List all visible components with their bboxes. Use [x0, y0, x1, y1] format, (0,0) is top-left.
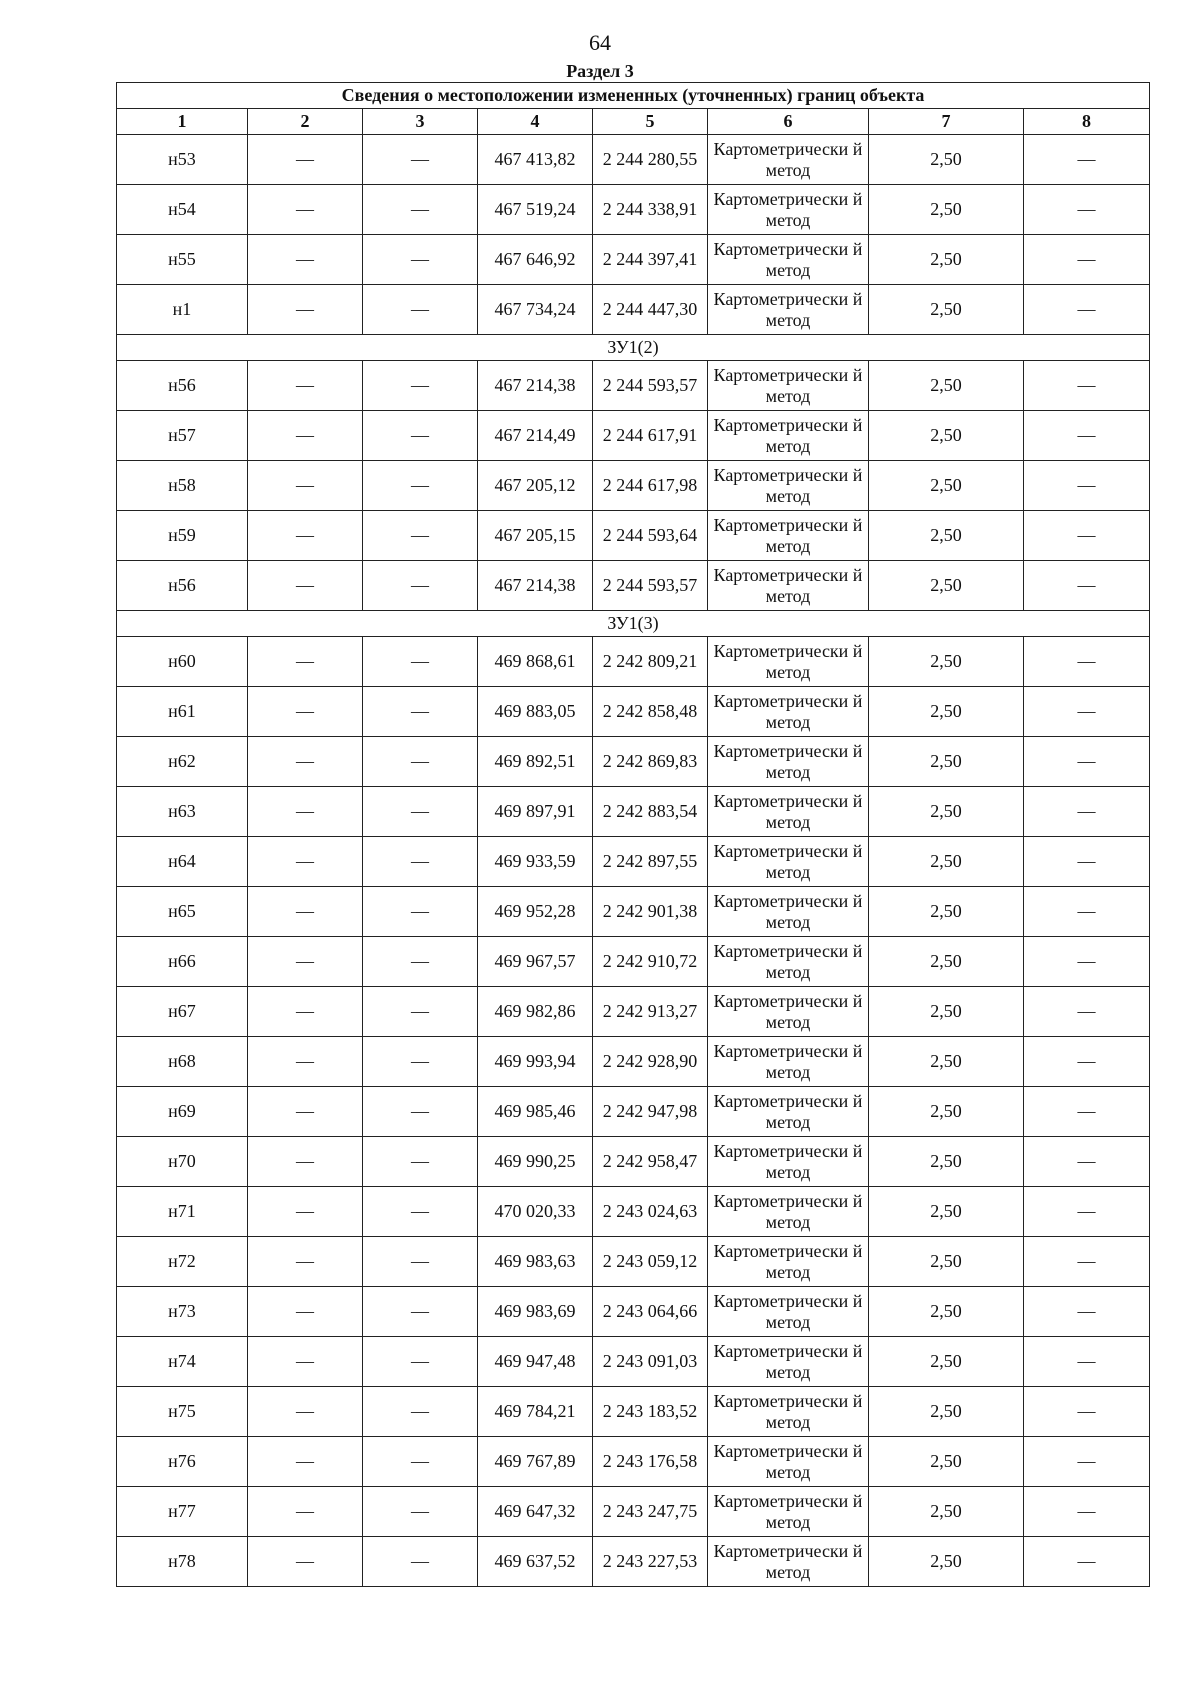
coord-x: 467 205,12 — [478, 461, 593, 511]
coord-y: 2 244 617,98 — [593, 461, 708, 511]
cell-col2: — — [248, 987, 363, 1037]
table-row — [117, 1487, 1150, 1537]
method-cell: Картометрически й метод — [708, 1137, 869, 1187]
cell-col3: — — [363, 561, 478, 611]
table-row — [117, 361, 1150, 411]
coord-x: 469 647,32 — [478, 1487, 593, 1537]
method-cell: Картометрически й метод — [708, 1437, 869, 1487]
table-row — [117, 1037, 1150, 1087]
group-row — [117, 611, 1150, 637]
cell-col3: — — [363, 1287, 478, 1337]
column-number: 1 — [117, 109, 248, 135]
method-cell: Картометрически й метод — [708, 737, 869, 787]
cell-col8: — — [1024, 1137, 1150, 1187]
cell-col8: — — [1024, 185, 1150, 235]
accuracy-cell: 2,50 — [869, 1137, 1024, 1187]
cell-col8: — — [1024, 1037, 1150, 1087]
method-cell: Картометрически й метод — [708, 561, 869, 611]
accuracy-cell: 2,50 — [869, 1537, 1024, 1587]
cell-col8: — — [1024, 1487, 1150, 1537]
column-number: 6 — [708, 109, 869, 135]
accuracy-cell: 2,50 — [869, 1187, 1024, 1237]
table-row — [117, 737, 1150, 787]
cell-col2: — — [248, 1037, 363, 1087]
table-row — [117, 637, 1150, 687]
column-number: 8 — [1024, 109, 1150, 135]
cell-col8: — — [1024, 1337, 1150, 1387]
coord-x: 469 985,46 — [478, 1087, 593, 1137]
cell-col2: — — [248, 511, 363, 561]
cell-col8: — — [1024, 461, 1150, 511]
cell-col2: — — [248, 937, 363, 987]
coord-x: 470 020,33 — [478, 1187, 593, 1237]
cell-col2: — — [248, 1137, 363, 1187]
method-cell: Картометрически й метод — [708, 637, 869, 687]
cell-col8: — — [1024, 837, 1150, 887]
method-cell: Картометрически й метод — [708, 235, 869, 285]
cell-col3: — — [363, 1487, 478, 1537]
coord-y: 2 244 338,91 — [593, 185, 708, 235]
method-cell: Картометрически й метод — [708, 185, 869, 235]
cell-col8: — — [1024, 937, 1150, 987]
cell-col3: — — [363, 1387, 478, 1437]
point-name: н55 — [117, 235, 248, 285]
coord-y: 2 242 901,38 — [593, 887, 708, 937]
accuracy-cell: 2,50 — [869, 1337, 1024, 1387]
cell-col8: — — [1024, 411, 1150, 461]
cell-col2: — — [248, 411, 363, 461]
accuracy-cell: 2,50 — [869, 887, 1024, 937]
point-name: н74 — [117, 1337, 248, 1387]
point-name: н70 — [117, 1137, 248, 1187]
cell-col2: — — [248, 1437, 363, 1487]
coord-x: 467 734,24 — [478, 285, 593, 335]
table-row — [117, 887, 1150, 937]
cell-col3: — — [363, 937, 478, 987]
coord-y: 2 242 883,54 — [593, 787, 708, 837]
accuracy-cell: 2,50 — [869, 561, 1024, 611]
cell-col8: — — [1024, 1187, 1150, 1237]
coord-x: 469 637,52 — [478, 1537, 593, 1587]
cell-col8: — — [1024, 987, 1150, 1037]
coord-y: 2 243 183,52 — [593, 1387, 708, 1437]
accuracy-cell: 2,50 — [869, 461, 1024, 511]
section-title: Раздел 3 — [566, 61, 634, 81]
method-cell: Картометрически й метод — [708, 1387, 869, 1437]
method-cell: Картометрически й метод — [708, 285, 869, 335]
accuracy-cell: 2,50 — [869, 1087, 1024, 1137]
point-name: н77 — [117, 1487, 248, 1537]
cell-col2: — — [248, 1537, 363, 1587]
cell-col2: — — [248, 687, 363, 737]
coord-x: 467 646,92 — [478, 235, 593, 285]
cell-col3: — — [363, 1087, 478, 1137]
coord-x: 469 868,61 — [478, 637, 593, 687]
cell-col2: — — [248, 1187, 363, 1237]
accuracy-cell: 2,50 — [869, 361, 1024, 411]
table-row — [117, 1287, 1150, 1337]
coord-x: 469 933,59 — [478, 837, 593, 887]
coord-y: 2 242 947,98 — [593, 1087, 708, 1137]
point-name: н56 — [117, 361, 248, 411]
table-row — [117, 1337, 1150, 1387]
coord-y: 2 244 593,64 — [593, 511, 708, 561]
accuracy-cell: 2,50 — [869, 411, 1024, 461]
table-row — [117, 937, 1150, 987]
coord-x: 469 967,57 — [478, 937, 593, 987]
table-caption: Сведения о местоположении измененных (уточненных) границ объекта — [117, 83, 1150, 109]
coord-y: 2 242 897,55 — [593, 837, 708, 887]
cell-col2: — — [248, 1287, 363, 1337]
page-number: 64 — [589, 30, 611, 55]
cell-col2: — — [248, 185, 363, 235]
coord-y: 2 244 280,55 — [593, 135, 708, 185]
point-name: н56 — [117, 561, 248, 611]
accuracy-cell: 2,50 — [869, 937, 1024, 987]
coord-x: 469 952,28 — [478, 887, 593, 937]
cell-col2: — — [248, 235, 363, 285]
method-cell: Картометрически й метод — [708, 1237, 869, 1287]
cell-col3: — — [363, 511, 478, 561]
coord-y: 2 242 913,27 — [593, 987, 708, 1037]
method-cell: Картометрически й метод — [708, 937, 869, 987]
accuracy-cell: 2,50 — [869, 1237, 1024, 1287]
accuracy-cell: 2,50 — [869, 1437, 1024, 1487]
method-cell: Картометрически й метод — [708, 1287, 869, 1337]
point-name: н58 — [117, 461, 248, 511]
cell-col3: — — [363, 185, 478, 235]
method-cell: Картометрически й метод — [708, 887, 869, 937]
cell-col8: — — [1024, 511, 1150, 561]
table-row — [117, 561, 1150, 611]
method-cell: Картометрически й метод — [708, 787, 869, 837]
point-name: н65 — [117, 887, 248, 937]
point-name: н62 — [117, 737, 248, 787]
coord-y: 2 244 593,57 — [593, 361, 708, 411]
table-row — [117, 787, 1150, 837]
cell-col3: — — [363, 1337, 478, 1387]
table-row — [117, 285, 1150, 335]
coord-x: 469 983,63 — [478, 1237, 593, 1287]
method-cell: Картометрически й метод — [708, 135, 869, 185]
accuracy-cell: 2,50 — [869, 185, 1024, 235]
coord-y: 2 242 910,72 — [593, 937, 708, 987]
accuracy-cell: 2,50 — [869, 511, 1024, 561]
cell-col2: — — [248, 637, 363, 687]
point-name: н67 — [117, 987, 248, 1037]
cell-col3: — — [363, 461, 478, 511]
point-name: н72 — [117, 1237, 248, 1287]
coord-x: 467 214,49 — [478, 411, 593, 461]
coord-x: 469 883,05 — [478, 687, 593, 737]
cell-col2: — — [248, 461, 363, 511]
cell-col2: — — [248, 837, 363, 887]
method-cell: Картометрически й метод — [708, 1487, 869, 1537]
table-row — [117, 837, 1150, 887]
cell-col8: — — [1024, 561, 1150, 611]
accuracy-cell: 2,50 — [869, 687, 1024, 737]
coord-x: 469 982,86 — [478, 987, 593, 1037]
cell-col8: — — [1024, 1437, 1150, 1487]
cell-col3: — — [363, 737, 478, 787]
coord-x: 467 519,24 — [478, 185, 593, 235]
cell-col8: — — [1024, 1287, 1150, 1337]
coord-y: 2 243 227,53 — [593, 1537, 708, 1587]
cell-col3: — — [363, 1537, 478, 1587]
accuracy-cell: 2,50 — [869, 1037, 1024, 1087]
cell-col2: — — [248, 1087, 363, 1137]
table-row — [117, 411, 1150, 461]
accuracy-cell: 2,50 — [869, 637, 1024, 687]
method-cell: Картометрически й метод — [708, 837, 869, 887]
accuracy-cell: 2,50 — [869, 1287, 1024, 1337]
table-caption-row — [117, 83, 1150, 109]
cell-col3: — — [363, 1187, 478, 1237]
column-number: 5 — [593, 109, 708, 135]
coord-y: 2 244 397,41 — [593, 235, 708, 285]
group-label: ЗУ1(2) — [117, 335, 1150, 361]
table-row — [117, 235, 1150, 285]
coord-y: 2 243 247,75 — [593, 1487, 708, 1537]
table-row — [117, 461, 1150, 511]
point-name: н54 — [117, 185, 248, 235]
cell-col2: — — [248, 787, 363, 837]
cell-col3: — — [363, 837, 478, 887]
cell-col2: — — [248, 887, 363, 937]
point-name: н1 — [117, 285, 248, 335]
point-name: н75 — [117, 1387, 248, 1437]
cell-col2: — — [248, 361, 363, 411]
accuracy-cell: 2,50 — [869, 737, 1024, 787]
method-cell: Картометрически й метод — [708, 1187, 869, 1237]
point-name: н59 — [117, 511, 248, 561]
coord-x: 469 983,69 — [478, 1287, 593, 1337]
cell-col2: — — [248, 561, 363, 611]
coord-y: 2 242 858,48 — [593, 687, 708, 737]
coord-y: 2 244 593,57 — [593, 561, 708, 611]
cell-col2: — — [248, 135, 363, 185]
accuracy-cell: 2,50 — [869, 1387, 1024, 1437]
cell-col2: — — [248, 285, 363, 335]
cell-col3: — — [363, 1037, 478, 1087]
cell-col3: — — [363, 361, 478, 411]
coord-y: 2 242 809,21 — [593, 637, 708, 687]
method-cell: Картометрически й метод — [708, 1037, 869, 1087]
method-cell: Картометрически й метод — [708, 987, 869, 1037]
accuracy-cell: 2,50 — [869, 787, 1024, 837]
point-name: н63 — [117, 787, 248, 837]
coord-x: 467 413,82 — [478, 135, 593, 185]
method-cell: Картометрически й метод — [708, 1087, 869, 1137]
point-name: н69 — [117, 1087, 248, 1137]
cell-col3: — — [363, 787, 478, 837]
coord-x: 469 993,94 — [478, 1037, 593, 1087]
table-row — [117, 687, 1150, 737]
coord-y: 2 242 928,90 — [593, 1037, 708, 1087]
coord-x: 469 892,51 — [478, 737, 593, 787]
coord-x: 469 767,89 — [478, 1437, 593, 1487]
cell-col3: — — [363, 411, 478, 461]
table-row — [117, 1237, 1150, 1287]
point-name: н76 — [117, 1437, 248, 1487]
method-cell: Картометрически й метод — [708, 361, 869, 411]
table-row — [117, 135, 1150, 185]
cell-col3: — — [363, 285, 478, 335]
accuracy-cell: 2,50 — [869, 135, 1024, 185]
column-number: 4 — [478, 109, 593, 135]
cell-col8: — — [1024, 135, 1150, 185]
point-name: н78 — [117, 1537, 248, 1587]
cell-col3: — — [363, 987, 478, 1037]
group-label: ЗУ1(3) — [117, 611, 1150, 637]
point-name: н68 — [117, 1037, 248, 1087]
cell-col8: — — [1024, 887, 1150, 937]
cell-col3: — — [363, 887, 478, 937]
cell-col3: — — [363, 1237, 478, 1287]
table-row — [117, 511, 1150, 561]
coord-y: 2 243 176,58 — [593, 1437, 708, 1487]
coord-y: 2 242 869,83 — [593, 737, 708, 787]
cell-col3: — — [363, 235, 478, 285]
coord-x: 469 947,48 — [478, 1337, 593, 1387]
coord-x: 469 990,25 — [478, 1137, 593, 1187]
column-number: 7 — [869, 109, 1024, 135]
cell-col8: — — [1024, 1237, 1150, 1287]
column-number-row — [117, 109, 1150, 135]
coord-x: 467 214,38 — [478, 361, 593, 411]
cell-col2: — — [248, 737, 363, 787]
group-row — [117, 335, 1150, 361]
column-number: 3 — [363, 109, 478, 135]
column-number: 2 — [248, 109, 363, 135]
cell-col8: — — [1024, 787, 1150, 837]
cell-col2: — — [248, 1487, 363, 1537]
cell-col3: — — [363, 1137, 478, 1187]
point-name: н53 — [117, 135, 248, 185]
cell-col3: — — [363, 1437, 478, 1487]
table-row — [117, 987, 1150, 1037]
method-cell: Картометрически й метод — [708, 461, 869, 511]
coord-x: 467 205,15 — [478, 511, 593, 561]
method-cell: Картометрически й метод — [708, 687, 869, 737]
cell-col8: — — [1024, 361, 1150, 411]
point-name: н73 — [117, 1287, 248, 1337]
cell-col8: — — [1024, 235, 1150, 285]
point-name: н66 — [117, 937, 248, 987]
coord-y: 2 243 064,66 — [593, 1287, 708, 1337]
accuracy-cell: 2,50 — [869, 987, 1024, 1037]
cell-col8: — — [1024, 637, 1150, 687]
method-cell: Картометрически й метод — [708, 1337, 869, 1387]
cell-col8: — — [1024, 737, 1150, 787]
method-cell: Картометрически й метод — [708, 411, 869, 461]
cell-col2: — — [248, 1337, 363, 1387]
point-name: н60 — [117, 637, 248, 687]
point-name: н64 — [117, 837, 248, 887]
cell-col8: — — [1024, 285, 1150, 335]
point-name: н57 — [117, 411, 248, 461]
table-row — [117, 185, 1150, 235]
point-name: н71 — [117, 1187, 248, 1237]
coord-y: 2 243 024,63 — [593, 1187, 708, 1237]
cell-col8: — — [1024, 1537, 1150, 1587]
table-row — [117, 1437, 1150, 1487]
coord-x: 469 897,91 — [478, 787, 593, 837]
accuracy-cell: 2,50 — [869, 285, 1024, 335]
coord-y: 2 242 958,47 — [593, 1137, 708, 1187]
accuracy-cell: 2,50 — [869, 837, 1024, 887]
coord-y: 2 243 059,12 — [593, 1237, 708, 1287]
cell-col8: — — [1024, 687, 1150, 737]
accuracy-cell: 2,50 — [869, 235, 1024, 285]
table-row — [117, 1537, 1150, 1587]
table-row — [117, 1187, 1150, 1237]
cell-col2: — — [248, 1387, 363, 1437]
cell-col8: — — [1024, 1087, 1150, 1137]
method-cell: Картометрически й метод — [708, 511, 869, 561]
cell-col3: — — [363, 687, 478, 737]
coord-y: 2 244 617,91 — [593, 411, 708, 461]
method-cell: Картометрически й метод — [708, 1537, 869, 1587]
boundary-coordinates-table — [116, 82, 1150, 1587]
point-name: н61 — [117, 687, 248, 737]
coord-x: 467 214,38 — [478, 561, 593, 611]
table-row — [117, 1137, 1150, 1187]
accuracy-cell: 2,50 — [869, 1487, 1024, 1537]
coord-y: 2 243 091,03 — [593, 1337, 708, 1387]
coord-y: 2 244 447,30 — [593, 285, 708, 335]
table-row — [117, 1087, 1150, 1137]
cell-col8: — — [1024, 1387, 1150, 1437]
table-row — [117, 1387, 1150, 1437]
cell-col3: — — [363, 637, 478, 687]
cell-col3: — — [363, 135, 478, 185]
cell-col2: — — [248, 1237, 363, 1287]
coord-x: 469 784,21 — [478, 1387, 593, 1437]
